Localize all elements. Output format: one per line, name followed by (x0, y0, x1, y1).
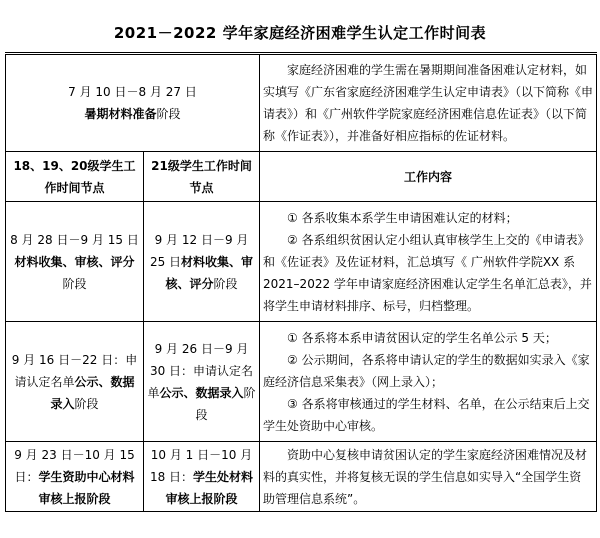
row2-col1-stage: 公示、数据录入 (50, 374, 135, 411)
row2-content (260, 322, 597, 442)
row2-col2-prefix: 申请认定名单 (147, 363, 254, 400)
summer-stage (9, 103, 256, 125)
row2-col1-suffix: 阶段 (74, 396, 99, 411)
table-row (6, 322, 597, 442)
row3-col1 (6, 442, 144, 512)
row2-col1-prefix: 申请认定名单 (14, 352, 138, 389)
summer-period-cell (6, 54, 260, 152)
header-row (6, 152, 597, 202)
table-row (6, 202, 597, 322)
row1-col2-stage: 材料收集、审核、评分 (165, 254, 254, 291)
row2-col2-suffix: 阶段 (195, 385, 256, 422)
row3-content-item: 资助中心复核申请贫困认定的学生家庭经济困难情况及材料的真实性，并将复核无误的学生信息如实导入“全国学生资助管理信息系统”。 (263, 447, 588, 506)
summer-stage-suffix: 阶段 (156, 107, 181, 121)
row2-col1-date: 9 月 16 日－22 日： (11, 352, 126, 367)
header-col2: 21级学生工作时间节点 (144, 152, 260, 202)
row2-col2 (144, 322, 260, 442)
row2-col2-date: 9 月 26 日－9 月 30 日： (149, 341, 249, 378)
row2-content-item: ① 各系将本系申请贫困认定的学生名单公示 5 天； (287, 330, 557, 345)
row3-content (260, 442, 597, 512)
summer-content-cell (260, 54, 597, 152)
row1-content (260, 202, 597, 322)
row2-content-item: ③ 各系将审核通过的学生材料、名单，在公示结束后上交学生处资助中心审核。 (263, 396, 590, 433)
row1-col1 (6, 202, 144, 322)
summer-row (6, 54, 597, 152)
row3-col2-date: 10 月 1 日－10 月 18 日： (149, 447, 253, 484)
row3-col2-stage: 学生处材料审核上报阶段 (165, 469, 254, 506)
row3-col1-stage: 学生资助中心材料审核上报阶段 (38, 469, 135, 506)
summer-stage-bold: 暑期材料准备 (84, 107, 157, 121)
schedule-table (5, 52, 597, 512)
row2-col1 (6, 322, 144, 442)
page-title: 2021－2022 学年家庭经济困难学生认定工作时间表 (113, 24, 487, 42)
table-row (6, 442, 597, 512)
row1-col2-suffix: 阶段 (213, 276, 238, 291)
row2-col2-stage: 公示、数据录入 (159, 385, 244, 400)
header-col3: 工作内容 (260, 152, 597, 202)
header-col1: 18、19、20级学生工作时间节点 (6, 152, 144, 202)
row1-col2 (144, 202, 260, 322)
summer-date: 7 月 10 日－8 月 27 日 (68, 85, 197, 99)
row3-col2 (144, 442, 260, 512)
row3-col1-date: 9 月 23 日－10 月 15 日： (14, 447, 135, 484)
summer-content: 家庭经济困难的学生需在暑期期间准备困难认定材料，如实填写《广东省家庭经济困难学生认定申请表》（以下简称《申请表》）和《广州软件学院家庭经济困难信息佐证表》（以下简称《作证表》），并准备好相应指标的佐证材料。 (263, 63, 594, 143)
row1-col1-date: 8 月 28 日－9 月 15 日 (10, 232, 139, 247)
row2-content-item: ② 公示期间，各系将申请认定的学生的数据如实录入《家庭经济信息采集表》（网上录入）； (263, 352, 590, 389)
row1-content-item: ① 各系收集本系学生申请困难认定的材料； (287, 210, 518, 225)
row1-col1-suffix: 阶段 (62, 276, 87, 291)
row1-col1-stage: 材料收集、审核、评分 (14, 254, 135, 269)
row1-col2-date: 9 月 12 日－9 月 25 日 (149, 232, 249, 269)
row1-content-item: ② 各系组织贫困认定小组认真审核学生上交的《申请表》和《佐证表》及佐证材料，汇总填写《 广州软件学院XX 系 2021–2022 学年申请家庭经济困难认定学生名单汇总表》，并将学生申请材料排序、标号，归档整理。 (263, 232, 592, 313)
